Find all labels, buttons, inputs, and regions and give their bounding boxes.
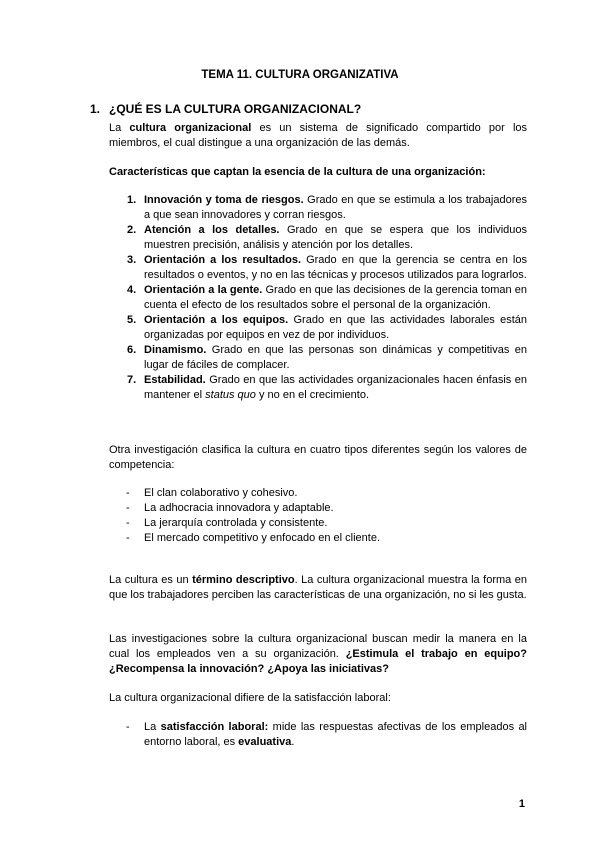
satisfaction-list bbox=[109, 720, 527, 750]
definition-text-start: La bbox=[109, 122, 130, 134]
paragraph-term: término descriptivo bbox=[192, 574, 295, 586]
item-term: Dinamismo. bbox=[144, 344, 207, 356]
paragraph-questions: ¿Estimula el trabajo en equipo?¿Recompensa la innovación? ¿Apoya las iniciativas? bbox=[109, 648, 528, 675]
list-item bbox=[109, 253, 527, 283]
list-item bbox=[109, 501, 527, 516]
dash-bullet: - bbox=[126, 487, 130, 499]
definition-paragraph bbox=[109, 121, 527, 151]
item-text: La jerarquía controlada y consistente. bbox=[144, 517, 328, 529]
list-item bbox=[109, 343, 527, 373]
item-text: Grado en que las actividades organizacionales hacen énfasis en mantener el bbox=[144, 374, 527, 401]
list-item bbox=[109, 373, 527, 403]
characteristics-list bbox=[109, 193, 527, 403]
item-term: Orientación a los resultados. bbox=[144, 254, 302, 266]
list-item bbox=[109, 516, 527, 531]
list-item bbox=[109, 486, 527, 501]
item-text-end: y no en el crecimiento. bbox=[255, 389, 370, 401]
definition-term: cultura organizacional bbox=[129, 122, 252, 134]
item-number: 4. bbox=[127, 284, 137, 296]
item-text: Grado en que las decisiones de la gerencia toman en cuenta el efecto de los resultados sobre el personal de la organización. bbox=[144, 284, 527, 311]
item-text-start: La bbox=[144, 721, 161, 733]
list-item bbox=[109, 223, 527, 253]
item-text: Grado en que las personas son dinámicas y competitivas en lugar de fáciles de complacer. bbox=[144, 344, 527, 371]
research-paragraph bbox=[109, 632, 527, 677]
list-item bbox=[109, 313, 527, 343]
item-text-end: . bbox=[291, 736, 295, 748]
section-number: 1. bbox=[90, 102, 101, 116]
list-item bbox=[109, 720, 527, 750]
item-term: Innovación y toma de riesgos. bbox=[144, 194, 304, 206]
item-term: Orientación a la gente. bbox=[144, 284, 263, 296]
section-title: ¿QUÉ ES LA CULTURA ORGANIZACIONAL? bbox=[109, 102, 362, 116]
paragraph-text-end: . La cultura organizacional muestra la forma en que los trabajadores perciben las características de una organización, no si les gusta. bbox=[109, 574, 527, 601]
item-text: El mercado competitivo y enfocado en el cliente. bbox=[144, 532, 381, 544]
list-item bbox=[109, 531, 527, 546]
characteristics-heading: Características que captan la esencia de la cultura de una organización: bbox=[109, 166, 486, 178]
section-heading bbox=[90, 102, 361, 117]
item-text: Grado en que las actividades laborales están organizadas por equipos en vez de por individuos. bbox=[144, 314, 528, 341]
item-term: Orientación a los equipos. bbox=[144, 314, 289, 326]
item-number: 1. bbox=[127, 194, 137, 206]
dash-bullet: - bbox=[126, 721, 130, 733]
item-text: El clan colaborativo y cohesivo. bbox=[144, 487, 298, 499]
dash-bullet: - bbox=[126, 502, 130, 514]
dash-bullet: - bbox=[126, 517, 130, 529]
item-number: 3. bbox=[127, 254, 137, 266]
item-text: La adhocracia innovadora y adaptable. bbox=[144, 502, 334, 514]
paragraph-text: Las investigaciones sobre la cultura organizacional buscan medir la manera en la cual los empleados ven a su organización. bbox=[109, 633, 527, 660]
definition-text-end: es un sistema de significado compartido por los miembros, el cual distingue a una organización de las demás. bbox=[109, 122, 528, 149]
paragraph-text-start: La cultura es un bbox=[109, 574, 193, 586]
item-text: Grado en que se espera que los individuos muestren precisión, análisis y atención por los detalles. bbox=[144, 224, 527, 251]
culture-types-list bbox=[109, 486, 527, 546]
item-term: Estabilidad. bbox=[144, 374, 206, 386]
item-number: 2. bbox=[127, 224, 137, 236]
document-title: TEMA 11. CULTURA ORGANIZATIVA bbox=[201, 69, 399, 81]
item-term-2: evaluativa bbox=[238, 736, 292, 748]
item-number: 5. bbox=[127, 314, 137, 326]
list-item bbox=[109, 193, 527, 223]
item-text: Grado en que la gerencia se centra en los resultados o eventos, y no en las técnicas y procesos utilizados para lograrlos. bbox=[144, 254, 527, 281]
item-italic-term: status quo bbox=[205, 389, 256, 401]
item-text: mide las respuestas afectivas de los empleados al entorno laboral, es bbox=[144, 721, 528, 748]
list-item bbox=[109, 283, 527, 313]
item-number: 7. bbox=[127, 374, 137, 386]
item-term: satisfacción laboral: bbox=[160, 721, 269, 733]
item-term: Atención a los detalles. bbox=[144, 224, 280, 236]
dash-bullet: - bbox=[126, 532, 130, 544]
page-number: 1 bbox=[518, 798, 525, 810]
item-text: Grado en que se estimula a los trabajadores a que sean innovadores y corran riesgos. bbox=[144, 194, 527, 221]
descriptive-paragraph bbox=[109, 573, 527, 603]
differs-paragraph: La cultura organizacional difiere de la satisfacción laboral: bbox=[109, 692, 391, 704]
types-intro-paragraph: Otra investigación clasifica la cultura en cuatro tipos diferentes según los valores de competencia: bbox=[109, 444, 527, 471]
item-number: 6. bbox=[127, 344, 137, 356]
